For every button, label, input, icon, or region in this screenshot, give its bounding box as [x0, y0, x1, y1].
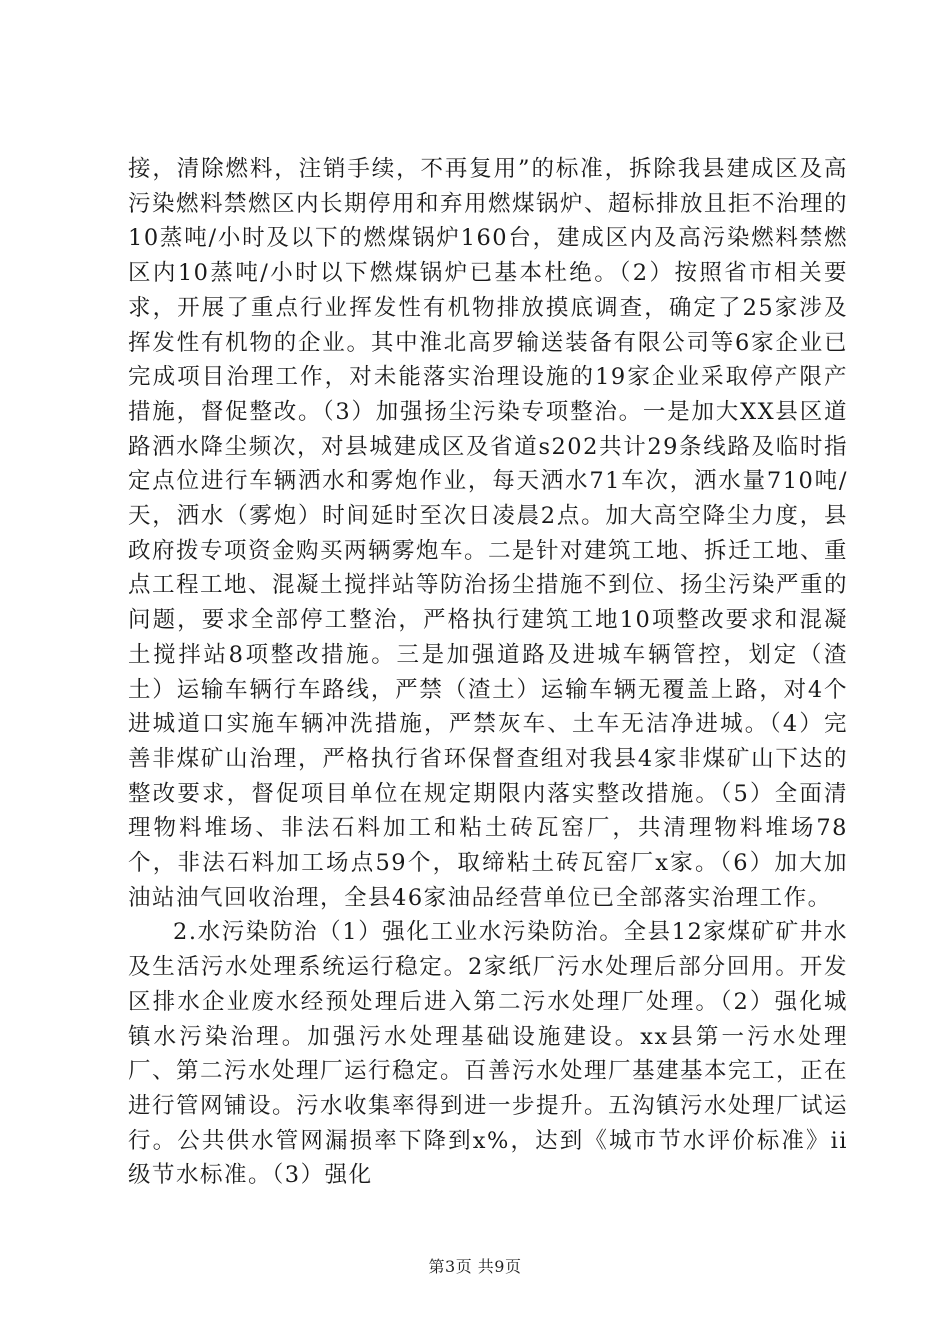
- page-footer: 第3页 共9页: [428, 1257, 522, 1276]
- document-body: [128, 152, 848, 1193]
- paragraph-1: 接，清除燃料，注销手续，不再复用”的标准，拆除我县建成区及高污染燃料禁燃区内长期停用和弃用燃煤锅炉、超标排放且拒不治理的10蒸吨/小时及以下的燃煤锅炉160台，建成区内及高污染燃料禁燃区内10蒸吨/小时以下燃煤锅炉已基本杜绝。（2）按照省市相关要求，开展了重点行业挥发性有机物排放摸底调查，确定了25家涉及挥发性有机物的企业。其中淮北高罗输送装备有限公司等6家企业已完成项目治理工作，对未能落实治理设施的19家企业采取停产限产措施，督促整改。（3）加强扬尘污染专项整治。一是加大XX县区道路洒水降尘频次，对县城建成区及省道s202共计29条线路及临时指定点位进行车辆洒水和雾炮作业，每天洒水71车次，洒水量710吨/天，洒水（雾炮）时间延时至次日凌晨2点。加大高空降尘力度，县政府拨专项资金购买两辆雾炮车。二是针对建筑工地、拆迁工地、重点工程工地、混凝土搅拌站等防治扬尘措施不到位、扬尘污染严重的问题，要求全部停工整治，严格执行建筑工地10项整改要求和混凝土搅拌站8项整改措施。三是加强道路及进城车辆管控，划定（渣土）运输车辆行车路线，严禁（渣土）运输车辆无覆盖上路，对4个进城道口实施车辆冲洗措施，严禁灰车、土车无洁净进城。（4）完善非煤矿山治理，严格执行省环保督查组对我县4家非煤矿山下达的整改要求，督促项目单位在规定期限内落实整改措施。（5）全面清理物料堆场、非法石料加工和粘土砖瓦窑厂，共清理物料堆场78个，非法石料加工场点59个，取缔粘土砖瓦窑厂x家。（6）加大加油站油气回收治理，全县46家油品经营单位已全部落实治理工作。: [128, 156, 849, 911]
- paragraph-2: 2.水污染防治（1）强化工业水污染防治。全县12家煤矿矿井水及生活污水处理系统运行稳定。2家纸厂污水处理后部分回用。开发区排水企业废水经预处理后进入第二污水处理厂处理。（2）强化城镇水污染治理。加强污水处理基础设施建设。xx县第一污水处理厂、第二污水处理厂运行稳定。百善污水处理厂基建基本完工，正在进行管网铺设。污水收集率得到进一步提升。五沟镇污水处理厂试运行。公共供水管网漏损率下降到x%，达到《城市节水评价标准》ii级节水标准。（3）强化: [128, 919, 849, 1189]
